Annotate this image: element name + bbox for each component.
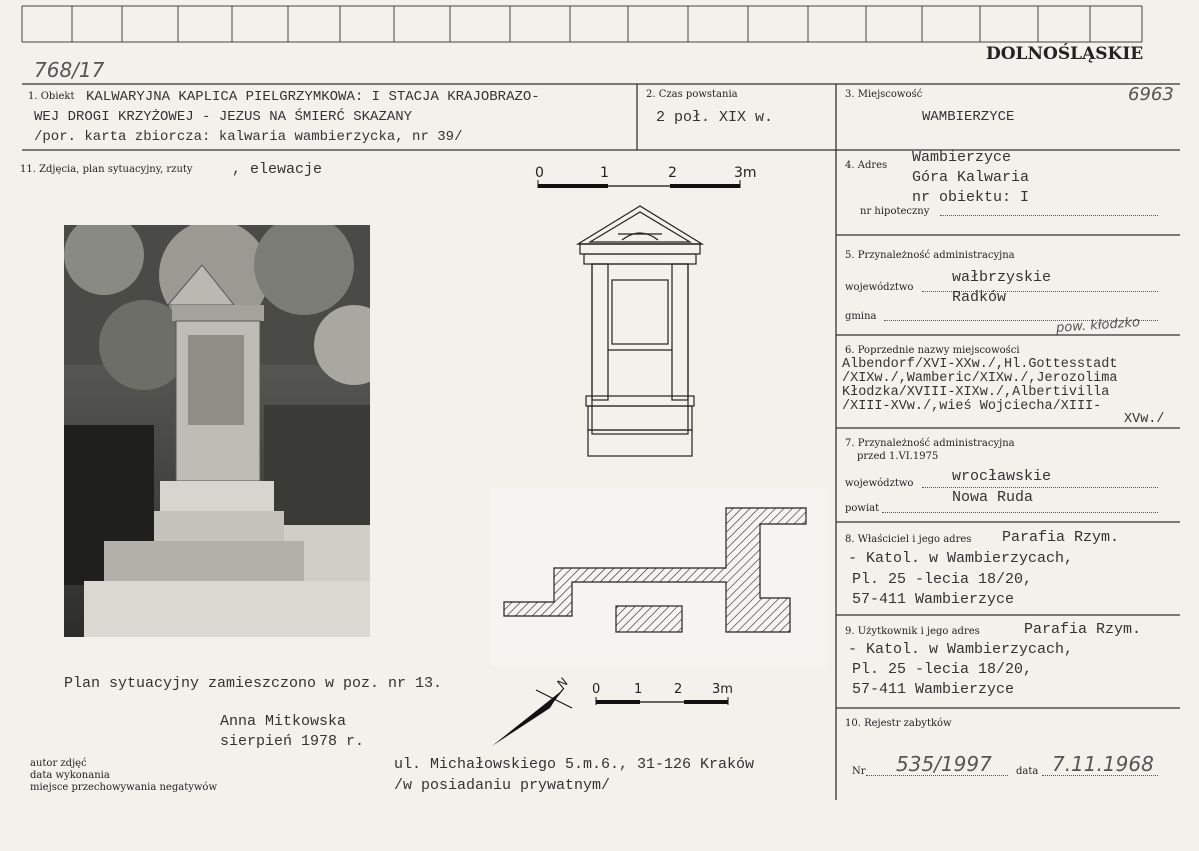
county-before-value: Nowa Ruda — [952, 489, 1034, 506]
register-date-dots — [1042, 775, 1158, 776]
object-label: 1. Obiekt — [28, 91, 75, 102]
owner-label: 8. Właściciel i jego adres — [845, 534, 972, 545]
register-nr-label: Nr — [852, 766, 866, 777]
former-names-line-4: /XIII-XVw./,wieś Wojciecha/XIII- — [842, 399, 1102, 414]
register-nr-value: 535/1997 — [896, 752, 992, 776]
user-line-2: - Katol. w Wambierzycach, — [848, 641, 1074, 658]
scale-bottom-3: 3m — [712, 682, 733, 697]
voivodeship-before-label: województwo — [845, 478, 914, 489]
admin-label: 5. Przynależność administracyjna — [845, 250, 1015, 261]
place-label: 3. Miejscowość — [845, 89, 923, 100]
chapel-photograph — [64, 225, 370, 637]
register-date-label: data — [1016, 766, 1039, 777]
object-line-2: WEJ DROGI KRZYŻOWEJ - JEZUS NA ŚMIERĆ SKAZANY — [34, 109, 413, 125]
mortgage-label: nr hipoteczny — [860, 206, 930, 217]
address-line-2: Góra Kalwaria — [912, 169, 1030, 186]
former-names-line-1: Albendorf/XVI-XXw./,Hl.Gottesstadt — [842, 357, 1118, 372]
owner-line-4: 57-411 Wambierzyce — [852, 591, 1015, 608]
user-line-3: Pl. 25 -lecia 18/20, — [852, 661, 1033, 678]
scale-top-2: 2 — [668, 165, 677, 181]
place-value: WAMBIERZYCE — [922, 109, 1015, 125]
former-names-line-5: XVw./ — [1124, 412, 1165, 427]
admin-before-label: 7. Przynależność administracyjna — [845, 438, 1015, 449]
label-author: autor zdjęć — [30, 758, 87, 769]
address-line-1: Wambierzyce — [912, 149, 1012, 166]
register-date-value: 7.11.1968 — [1052, 752, 1154, 776]
object-line-3: /por. karta zbiorcza: kalwaria wambierzycka, nr 39/ — [34, 129, 463, 145]
former-names-line-3: Kłodzka/XVIII-XIXw./,Albertivilla — [842, 385, 1110, 400]
user-line-1: Parafia Rzym. — [1024, 621, 1142, 638]
address-label: 4. Adres — [845, 160, 888, 171]
district-handwritten-note: pow. kłodzko — [1055, 315, 1141, 336]
label-date: data wykonania — [30, 770, 110, 781]
author-name: Anna Mitkowska — [220, 713, 347, 730]
scale-bottom-1: 1 — [634, 682, 643, 697]
scale-bottom-0: 0 — [592, 682, 601, 697]
date-value: 2 poł. XIX w. — [656, 109, 774, 126]
owner-line-2: - Katol. w Wambierzycach, — [848, 550, 1074, 567]
voivodeship-before-value: wrocławskie — [952, 468, 1052, 485]
catalog-number: 6963 — [1128, 84, 1174, 105]
county-before-dots — [882, 512, 1158, 513]
user-line-4: 57-411 Wambierzyce — [852, 681, 1015, 698]
north-label: N — [554, 674, 571, 692]
commune-value: Radków — [952, 289, 1007, 306]
chapel-elevation-drawing — [570, 200, 710, 462]
admin-before-sub: przed 1.VI.1975 — [857, 451, 939, 462]
photos-label: 11. Zdjęcia, plan sytuacyjny, rzuty — [20, 164, 193, 175]
plan-note: Plan sytuacyjny zamieszczono w poz. nr 13. — [64, 675, 443, 692]
former-names-label: 6. Poprzednie nazwy miejscowości — [845, 345, 1020, 356]
former-names-line-2: /XIXw./,Wamberic/XIXw./,Jerozolima — [842, 371, 1118, 386]
region-title: DOLNOŚLĄSKIE — [986, 44, 1144, 64]
owner-line-1: Parafia Rzym. — [1002, 529, 1120, 546]
voivodeship-value: wałbrzyskie — [952, 269, 1052, 286]
scale-top-3: 3m — [734, 165, 757, 181]
mortgage-dots — [940, 215, 1158, 216]
date-label: 2. Czas powstania — [646, 89, 738, 100]
site-plan-drawing — [490, 488, 826, 666]
address-line-3: nr obiektu: I — [912, 189, 1030, 206]
author-date: sierpień 1978 r. — [220, 733, 365, 750]
object-line-1: KALWARYJNA KAPLICA PIELGRZYMKOWA: I STACJA KRAJOBRAZO- — [86, 89, 540, 105]
scale-bottom-2: 2 — [674, 682, 683, 697]
voivodeship-before-dots — [922, 487, 1158, 488]
negatives-address: ul. Michałowskiego 5.m.6., 31-126 Kraków — [394, 756, 755, 773]
negatives-possession: /w posiadaniu prywatnym/ — [394, 777, 611, 794]
voivodeship-label: województwo — [845, 282, 914, 293]
register-nr-dots — [866, 775, 1008, 776]
scale-top-0: 0 — [535, 165, 544, 181]
user-label: 9. Użytkownik i jego adres — [845, 626, 980, 637]
corner-handwritten-note: 768/17 — [34, 58, 105, 82]
register-label: 10. Rejestr zabytków — [845, 718, 952, 729]
owner-line-3: Pl. 25 -lecia 18/20, — [852, 571, 1033, 588]
scale-top-1: 1 — [600, 165, 609, 181]
photos-value: , elewacje — [232, 161, 323, 178]
county-before-label: powiat — [845, 503, 880, 514]
label-place: miejsce przechowywania negatywów — [30, 782, 217, 793]
scale-bar-top — [530, 170, 760, 200]
commune-label: gmina — [845, 311, 877, 322]
